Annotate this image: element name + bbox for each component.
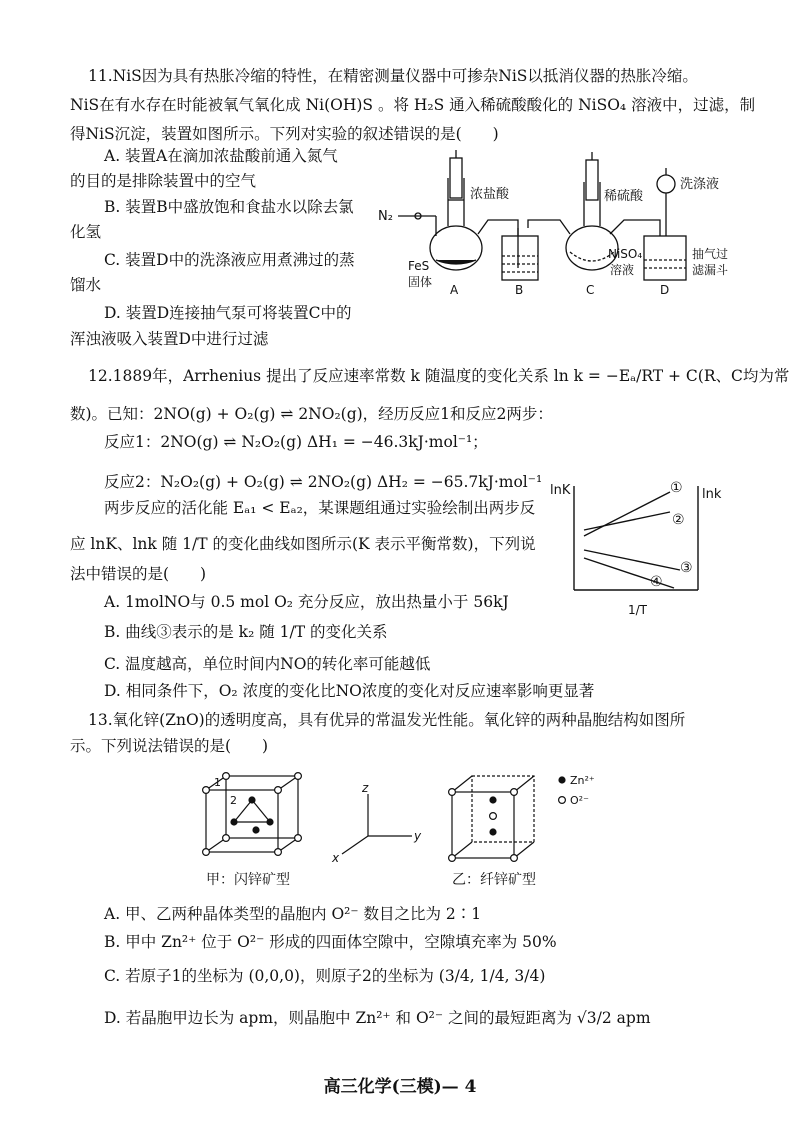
q11-option-d-line1: D. 装置D连接抽气泵可将装置C中的: [104, 304, 352, 322]
label-a: A: [450, 283, 459, 297]
q13-option-a: A. 甲、乙两种晶体类型的晶胞内 O²⁻ 数目之比为 2∶1: [104, 905, 482, 923]
legend-zn-label: Zn²⁺: [570, 774, 595, 787]
label-dilute-h2so4: 稀硫酸: [604, 189, 644, 204]
label-conc-hcl: 浓盐酸: [470, 187, 510, 202]
curve-label-4: ④: [650, 574, 663, 590]
q12-option-d: D. 相同条件下，O₂ 浓度的变化比NO浓度的变化对反应速率影响更显著: [104, 682, 595, 700]
q11-option-b-line2: 化氢: [70, 223, 102, 241]
label-c: C: [586, 283, 595, 297]
q12-reaction2: 反应2：N₂O₂(g) + O₂(g) ⇌ 2NO₂(g) ΔH₂ = −65.7kJ·mol⁻¹: [104, 473, 543, 491]
coordinate-axes: [342, 794, 412, 854]
caption-wurtzite: 乙：纤锌矿型: [452, 872, 536, 888]
q12-stem-line4: 应 lnK、lnk 随 1/T 的变化曲线如图所示(K 表示平衡常数)，下列说: [70, 535, 536, 553]
curve-label-1: ①: [670, 480, 683, 496]
axis-y-label: y: [414, 829, 422, 843]
label-b: B: [515, 283, 524, 297]
caption-zinc-blende: 甲：闪锌矿型: [206, 872, 290, 888]
atom-label-2: 2: [230, 794, 237, 807]
axis-z-label: z: [362, 781, 369, 795]
q13-option-b: B. 甲中 Zn²⁺ 位于 O²⁻ 形成的四面体空隙中，空隙填充率为 50%: [104, 933, 557, 951]
lnk-chart: [550, 472, 730, 622]
page-footer: 高三化学(三模)— 4: [323, 1077, 477, 1097]
curve-label-2: ②: [672, 512, 685, 528]
q12-stem-line2: 数)。已知：2NO(g) + O₂(g) ⇌ 2NO₂(g)，经历反应1和反应2两步：: [70, 405, 553, 423]
q11-option-d-line2: 浑浊液吸入装置D中进行过滤: [70, 330, 269, 348]
q11-stem-line2: NiS在有水存在时能被氧气氧化成 Ni(OH)S 。将 H₂S 通入稀硫酸酸化的 NiSO₄ 溶液中，过滤，制: [70, 96, 756, 114]
q12-stem-line3: 两步反应的活化能 Eₐ₁ < Eₐ₂，某课题组通过实验绘制出两步反: [104, 499, 536, 517]
q12-stem-line1: 12.1889年，Arrhenius 提出了反应速率常数 k 随温度的变化关系 ln k = −Eₐ/RT + C(R、C均为常: [88, 367, 790, 385]
label-n2: N₂: [378, 209, 393, 224]
xlabel-inverse-t: 1/T: [628, 603, 648, 617]
ylabel-lnk: lnk: [702, 487, 722, 502]
q11-option-a-line1: A. 装置A在滴加浓盐酸前通入氮气: [104, 147, 338, 165]
q11-option-b-line1: B. 装置B中盛放饱和食盐水以除去氯: [104, 198, 354, 216]
legend-o-marker: [559, 797, 566, 804]
label-fes: FeS: [408, 259, 430, 273]
atom-label-1: 1: [214, 776, 221, 789]
legend-zn-marker: [558, 776, 565, 783]
q13-stem-line2: 示。下列说法错误的是( ): [70, 737, 269, 755]
crystal-figure: [190, 770, 620, 885]
q12-option-a: A. 1molNO与 0.5 mol O₂ 充分反应，放出热量小于 56kJ: [104, 593, 509, 611]
apparatus-figure: [378, 148, 748, 300]
q12-option-b: B. 曲线③表示的是 k₂ 随 1/T 的变化关系: [104, 623, 388, 641]
axis-x-label: x: [332, 851, 340, 865]
q12-stem-line5: 法中错误的是( ): [70, 565, 207, 583]
curve-label-3: ③: [680, 560, 693, 576]
label-d: D: [660, 283, 670, 297]
q13-option-c: C. 若原子1的坐标为 (0,0,0)，则原子2的坐标为 (3/4, 1/4, 3/4): [104, 967, 546, 985]
q12-option-c: C. 温度越高，单位时间内NO的转化率可能越低: [104, 655, 431, 673]
q13-stem-line1: 13.氧化锌(ZnO)的透明度高，具有优异的常温发光性能。氧化锌的两种晶胞结构如图所: [88, 711, 686, 729]
q13-option-d: D. 若晶胞甲边长为 apm，则晶胞中 Zn²⁺ 和 O²⁻ 之间的最短距离为 √3/2 apm: [104, 1009, 651, 1027]
label-solution: 溶液: [610, 263, 635, 277]
q11-stem-line3: 得NiS沉淀，装置如图所示。下列对实验的叙述错误的是( ): [70, 125, 499, 143]
curve-3: [584, 550, 680, 570]
label-wash-liquid: 洗涤液: [680, 177, 720, 192]
q11-stem-line1: 11.NiS因为具有热胀冷缩的特性，在精密测量仪器中可掺杂NiS以抵消仪器的热胀冷缩。: [88, 67, 698, 85]
ylabel-lnK: lnK: [550, 483, 571, 498]
label-filter-1: 抽气过: [692, 247, 729, 261]
label-niso4: NiSO₄: [608, 247, 643, 261]
label-solid: 固体: [408, 275, 433, 289]
legend-o-label: O²⁻: [570, 794, 589, 807]
q11-option-c-line2: 馏水: [70, 276, 102, 294]
label-filter-2: 滤漏斗: [692, 263, 729, 277]
q12-reaction1: 反应1：2NO(g) ⇌ N₂O₂(g) ΔH₁ = −46.3kJ·mol⁻¹；: [104, 433, 488, 451]
q11-option-c-line1: C. 装置D中的洗涤液应用煮沸过的蒸: [104, 251, 355, 269]
q11-option-a-line2: 的目的是排除装置中的空气: [70, 172, 257, 190]
